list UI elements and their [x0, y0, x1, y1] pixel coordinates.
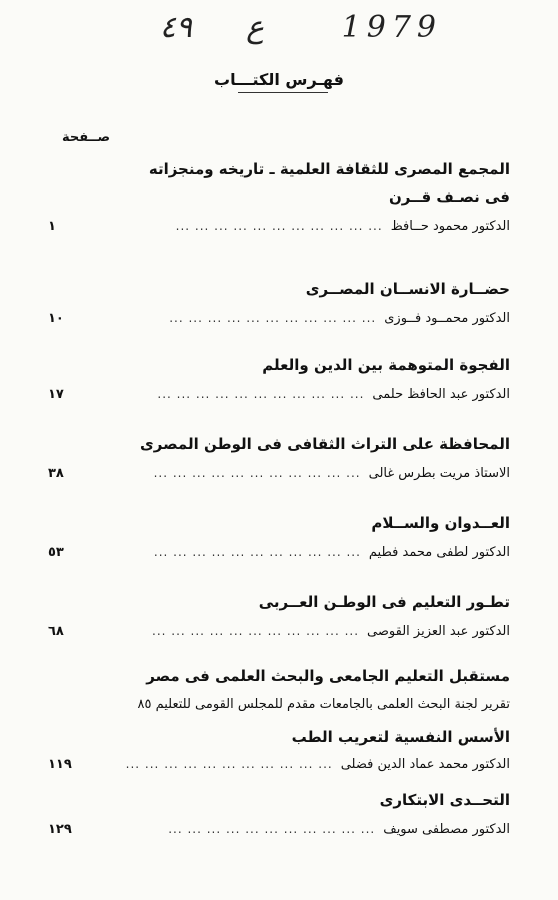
entry-title: مستقبل التعليم الجامعى والبحث العلمى فى مصر — [146, 667, 510, 685]
author-line — [48, 819, 510, 840]
handwritten-note — [112, 10, 442, 60]
leader-dots: ... ... ... ... ... ... ... ... ... ... ... — [153, 466, 361, 480]
author-name: الدكتور مصطفى سويف — [383, 822, 510, 837]
toc-entry — [48, 726, 510, 775]
author-line — [48, 542, 510, 563]
toc-entry — [48, 665, 510, 715]
toc-entry — [48, 789, 510, 840]
entry-title: الأسس النفسية لتعريب الطب — [291, 728, 510, 746]
entry-title: التحــدى الابتكارى — [379, 791, 510, 809]
author-name: الدكتور محمد عماد الدين فضلى — [340, 757, 510, 772]
leader-dots: ... ... ... ... ... ... ... ... ... ... ... — [169, 311, 377, 325]
page-number: ٦٨ — [48, 624, 64, 639]
handwritten-number: ٤٩ — [159, 10, 192, 45]
author-line — [48, 216, 510, 237]
page-number: ٥٣ — [48, 545, 64, 560]
page-number: ١٧ — [48, 387, 64, 402]
page-number: ١ — [48, 219, 56, 234]
entry-title: المحافظة على التراث الثقافى فى الوطن المصرى — [140, 435, 510, 453]
toc-entry — [48, 158, 510, 237]
author-line — [48, 754, 510, 775]
handwritten-year: 1979 — [341, 10, 442, 45]
page-title: فهـرس الكتـــاب — [214, 70, 344, 89]
toc-entry — [48, 278, 510, 329]
entry-title: الفجوة المتوهمة بين الدين والعلم — [262, 356, 510, 374]
leader-dots: ... ... ... ... ... ... ... ... ... ... ... — [152, 624, 360, 638]
page-column-label: صــفحة — [62, 130, 111, 145]
handwritten-letter: ع — [246, 10, 264, 45]
author-line — [48, 463, 510, 484]
page-number: ١٠ — [48, 311, 64, 326]
author-name: الدكتور عبد الحافظ حلمى — [372, 387, 510, 402]
entry-title: المجمع المصرى للثقافة العلمية ـ تاريخه ومنجزاته — [148, 160, 510, 178]
entry-title: العــدوان والســلام — [371, 514, 510, 532]
page-number: ١٢٩ — [48, 822, 72, 837]
toc-entry — [48, 433, 510, 484]
leader-dots: ... ... ... ... ... ... ... ... ... ... ... — [168, 822, 376, 836]
title-underline — [238, 92, 328, 93]
toc-entry — [48, 512, 510, 563]
leader-dots: ... ... ... ... ... ... ... ... ... ... ... — [153, 545, 361, 559]
leader-dots: ... ... ... ... ... ... ... ... ... ... ... — [125, 757, 333, 771]
toc-entry — [48, 354, 510, 405]
author-name: الدكتور عبد العزيز القوصى — [367, 624, 510, 639]
author-line — [48, 384, 510, 405]
page-number: ٣٨ — [48, 466, 64, 481]
toc-entry — [48, 591, 510, 642]
leader-dots: ... ... ... ... ... ... ... ... ... ... ... — [175, 219, 383, 233]
author-name: الدكتور محمــود فــوزى — [384, 311, 510, 326]
author-name: الدكتور لطفى محمد فطيم — [368, 545, 510, 560]
entry-title: تطـور التعليم فى الوطـن العــربى — [258, 593, 510, 611]
report-line: تقرير لجنة البحث العلمى بالجامعات مقدم للمجلس القومى للتعليم ٨٥ — [137, 697, 510, 712]
entry-title: حضــارة الانســان المصــرى — [305, 280, 510, 298]
author-name: الدكتور محمود حــافظ — [390, 219, 510, 234]
entry-subtitle: فى نصـف قــرن — [388, 188, 510, 206]
author-line — [48, 621, 510, 642]
author-line — [48, 308, 510, 329]
author-name: الاستاذ مريت بطرس غالى — [368, 466, 510, 481]
leader-dots: ... ... ... ... ... ... ... ... ... ... ... — [157, 387, 365, 401]
page-number: ١١٩ — [48, 757, 72, 772]
